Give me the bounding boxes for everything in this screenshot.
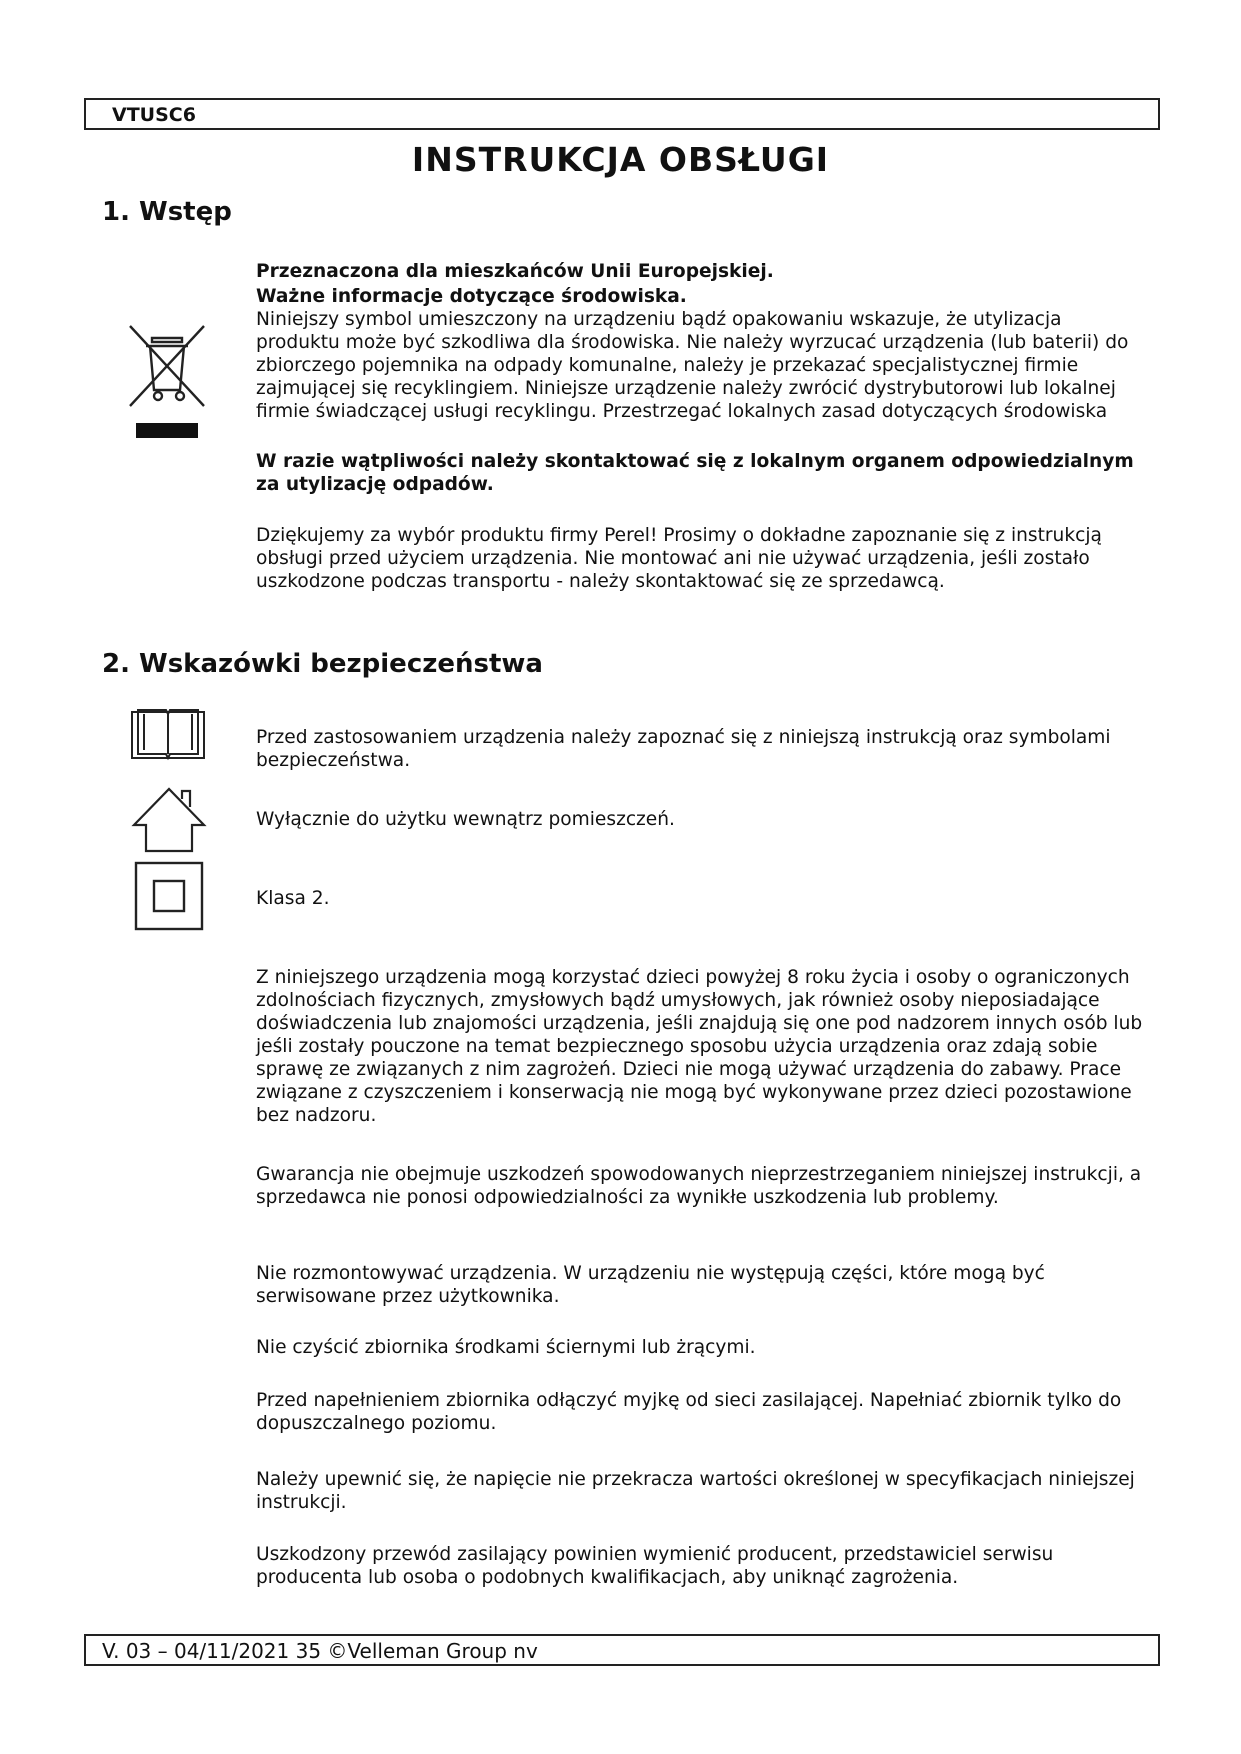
disposal-paragraph: Niniejszy symbol umieszczony na urządzeniu bądź opakowaniu wskazuje, że utylizacja produktu może być szkodliwa dla środowiska. Nie należy wyrzucać urządzenia (lub baterii) do zbiorczego pojemnika na odpady komunalne, należy je przekazać specjalistycznej firmie zajmującej się recyklingiem. Niniejsze urządzenie należy zwrócić dystrybutorowi lub lokalnej firmie świadczącej usługi recyklingu. Przestrzegać lokalnych zasad dotyczących środowiska [256, 309, 1129, 422]
footer-version: V. 03 – 04/11/2021 35 ©Velleman Group nv [102, 1639, 538, 1663]
thanks-paragraph: Dziękujemy za wybór produktu firmy Perel! Prosimy o dokładne zapoznanie się z instrukcją obsługi przed użyciem urządzenia. Nie montować ani nie używać urządzenia, jeśli zostało uszkodzone podczas transportu - należy skontaktować się ze sprzedawcą. [256, 525, 1102, 592]
section-heading-intro: 1. Wstęp [102, 197, 232, 227]
eu-residents-line: Przeznaczona dla mieszkańców Unii Europejskiej. [256, 261, 774, 282]
symbol-text-class2: Klasa 2. [256, 888, 330, 909]
safety-paragraph-cleaning: Nie czyścić zbiornika środkami ściernymi lub żrącymi. [256, 1337, 756, 1358]
safety-paragraph-warranty: Gwarancja nie obejmuje uszkodzeń spowodowanych nieprzestrzeganiem niniejszej instrukcji, a sprzedawca nie ponosi odpowiedzialności za wynikłe uszkodzenia lub problemy. [256, 1164, 1142, 1208]
header-box [84, 98, 1160, 130]
book-icon [130, 706, 206, 762]
safety-paragraph-power-cord: Uszkodzony przewód zasilający powinien wymienić producent, przedstawiciel serwisu producenta lub osoba o podobnych kwalifikacjach, aby uniknąć zagrożenia. [256, 1544, 1054, 1588]
safety-paragraph-voltage: Należy upewnić się, że napięcie nie przekracza wartości określonej w specyfikacjach niniejszej instrukcji. [256, 1469, 1135, 1513]
symbol-text-manual: Przed zastosowaniem urządzenia należy zapoznać się z niniejszą instrukcją oraz symbolami bezpieczeństwa. [256, 727, 1111, 771]
safety-paragraph-disassembly: Nie rozmontowywać urządzenia. W urządzeniu nie występują części, które mogą być serwisowane przez użytkownika. [256, 1263, 1045, 1307]
model-code: VTUSC6 [112, 104, 196, 126]
crossed-bin-icon [124, 320, 210, 440]
contact-authority-note: W razie wątpliwości należy skontaktować się z lokalnym organem odpowiedzialnym za utylizację odpadów. [256, 451, 1134, 495]
document-title: INSTRUKCJA OBSŁUGI [411, 140, 830, 179]
house-icon [130, 785, 208, 855]
footer-box [84, 1634, 1160, 1666]
class2-icon [134, 861, 204, 931]
environment-info-heading: Ważne informacje dotyczące środowiska. [256, 286, 687, 307]
safety-paragraph-filling: Przed napełnieniem zbiornika odłączyć myjkę od sieci zasilającej. Napełniać zbiornik tylko do dopuszczalnego poziomu. [256, 1390, 1122, 1434]
section-heading-safety: 2. Wskazówki bezpieczeństwa [102, 649, 543, 679]
symbol-text-indoor: Wyłącznie do użytku wewnątrz pomieszczeń. [256, 809, 675, 830]
safety-paragraph-children: Z niniejszego urządzenia mogą korzystać dzieci powyżej 8 roku życia i osoby o ograniczonych zdolnościach fizycznych, zmysłowych bądź umysłowych, jak również osoby nieposiadające doświadczenia lub znajomości urządzenia, jeśli znajdują się one pod nadzorem innych osób lub jeśli zostały pouczone na temat bezpiecznego sposobu użycia urządzenia oraz zdają sobie sprawę ze związanych z nim zagrożeń. Dzieci nie mogą używać urządzenia do zabawy. Prace związane z czyszczeniem i konserwacją nie mogą być wykonywane przez dzieci pozostawione bez nadzoru. [256, 967, 1143, 1126]
